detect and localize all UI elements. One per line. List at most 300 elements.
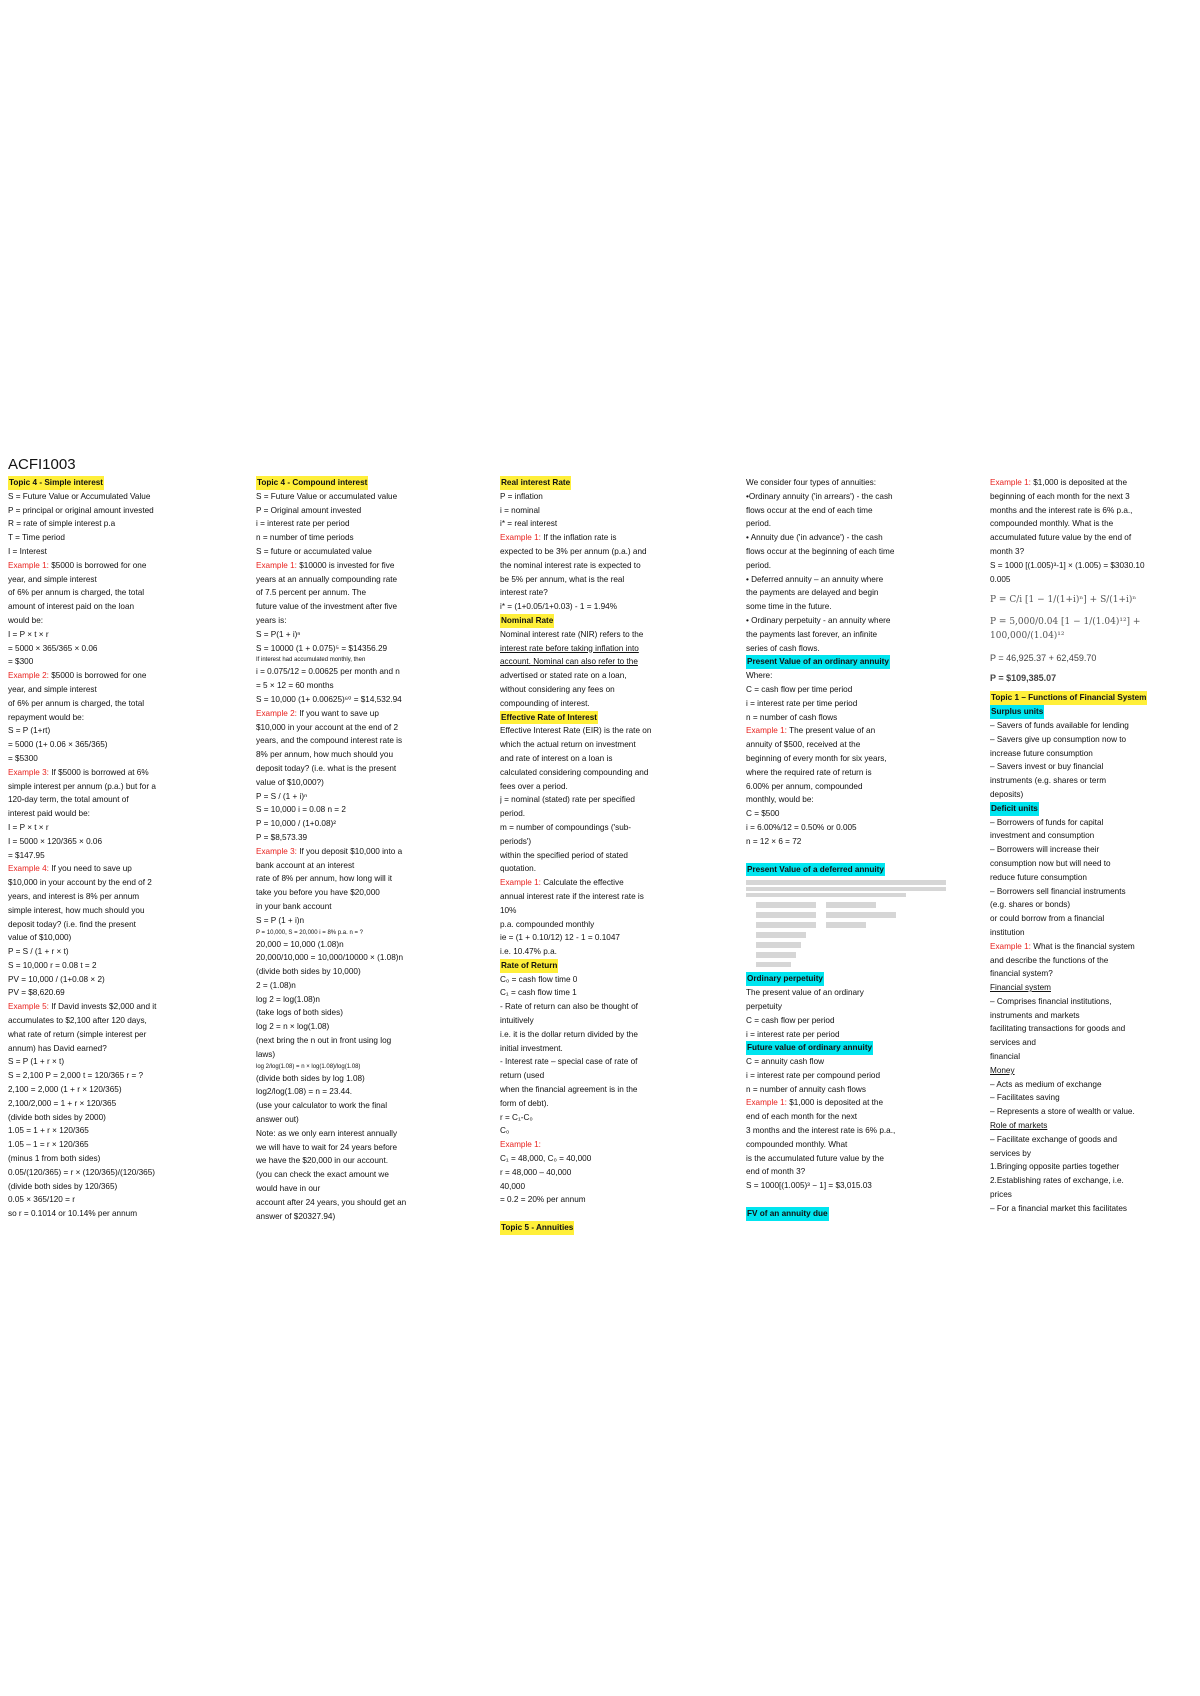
column-compound-interest <box>256 476 464 1223</box>
text-line <box>256 803 464 817</box>
line-text: P = Original amount invested <box>256 505 362 515</box>
line-text: = $147.95 <box>8 850 45 860</box>
line-text: 2 = (1.08)n <box>256 980 296 990</box>
text-line <box>256 531 464 545</box>
line-text: Financial system <box>990 983 1051 993</box>
text-line <box>8 973 216 987</box>
text-line <box>500 545 708 559</box>
text-line <box>500 697 708 711</box>
line-text: P = S / (1 + i)ⁿ <box>256 791 308 801</box>
line-text: S = P (1 + i)n <box>256 915 305 925</box>
text-line <box>256 1127 464 1141</box>
text-line <box>746 793 954 807</box>
text-line <box>500 1138 708 1152</box>
text-line <box>256 872 464 886</box>
line-text: is the accumulated future value by the <box>746 1153 884 1163</box>
text-line <box>8 1069 216 1083</box>
line-text: beginning of every month for six years, <box>746 753 887 763</box>
text-line <box>746 1096 954 1110</box>
line-text <box>8 671 146 680</box>
text-line <box>990 1160 1190 1174</box>
text-line <box>990 490 1190 504</box>
line-text: PV = $8,620.69 <box>8 988 65 998</box>
line-text: we will have to wait for 24 years before <box>256 1142 398 1152</box>
section-heading <box>500 711 708 725</box>
text-line <box>746 1138 954 1152</box>
text-line <box>746 1110 954 1124</box>
line-text: (use your calculator to work the final <box>256 1101 388 1111</box>
line-text: •Ordinary annuity ('in arrears') - the cash <box>746 491 893 501</box>
text-line <box>746 614 954 628</box>
line-text: calculated considering compounding and <box>500 767 649 777</box>
line-text: S = 1000[(1.005)³ − 1] = $3,015.03 <box>746 1181 872 1191</box>
line-text: 2,100 = 2,000 (1 + r × 120/365) <box>8 1085 122 1095</box>
text-line <box>256 665 464 679</box>
line-text: compounding of interest. <box>500 698 590 708</box>
text-line <box>500 586 708 600</box>
text-line <box>256 951 464 965</box>
line-text: so r = 0.1014 or 10.14% per annum <box>8 1209 138 1219</box>
line-text: i* = (1+0.05/1+0.03) - 1 = 1.94% <box>500 602 617 612</box>
line-text: r = 48,000 – 40,000 <box>500 1167 572 1177</box>
text-line <box>500 1042 708 1056</box>
line-text: log 2 = log(1.08)n <box>256 994 320 1004</box>
line-text: years, and the compound interest rate is <box>256 736 403 746</box>
text-line <box>8 642 216 656</box>
line-text <box>500 533 617 542</box>
line-text: or could borrow from a financial <box>990 914 1105 924</box>
text-line <box>500 945 708 959</box>
line-text: (divide both sides by 10,000) <box>256 967 361 977</box>
line-text: (you can check the exact amount we <box>256 1170 389 1180</box>
line-text: instruments and markets <box>990 1010 1080 1020</box>
section-heading <box>500 1221 708 1235</box>
line-text <box>746 726 875 735</box>
text-line <box>256 790 464 804</box>
text-line <box>746 476 954 490</box>
line-text: Note: as we only earn interest annually <box>256 1128 398 1138</box>
line-text: Effective Interest Rate (EIR) is the rate on <box>500 726 652 736</box>
line-text: return (used <box>500 1071 545 1081</box>
line-text: S = 1000 [(1.005)³-1] × (1.005) = $3030.10 <box>990 560 1145 570</box>
text-line <box>500 504 708 518</box>
text-line <box>8 1042 216 1056</box>
line-text: deposits) <box>990 789 1024 799</box>
text-line <box>746 766 954 780</box>
line-text <box>256 561 394 570</box>
text-line <box>746 986 954 1000</box>
line-text: FV of an annuity due <box>746 1207 829 1221</box>
section-heading <box>746 863 954 877</box>
line-text: answer of $20327.94) <box>256 1211 336 1221</box>
example-text: $1,000 is deposited at the <box>1030 478 1128 487</box>
line-text: fees over a period. <box>500 781 568 791</box>
text-line <box>990 898 1190 912</box>
line-text: 8% per annum, how much should you <box>256 750 393 760</box>
line-text: accumulated future value by the end of <box>990 533 1132 543</box>
line-text: financial system? <box>990 969 1053 979</box>
text-line <box>990 1105 1190 1119</box>
text-line <box>8 1014 216 1028</box>
text-line <box>8 890 216 904</box>
text-line <box>8 628 216 642</box>
text-line <box>990 1064 1190 1078</box>
text-line <box>500 862 708 876</box>
text-line <box>8 1111 216 1125</box>
line-text: take you before you have $20,000 <box>256 888 380 898</box>
text-line <box>990 1022 1190 1036</box>
line-text: future value of the investment after five <box>256 602 398 612</box>
text-line <box>746 586 954 600</box>
line-text: C₁ = 48,000, C₀ = 40,000 <box>500 1154 592 1164</box>
text-line <box>500 1193 708 1207</box>
example-label: Example 1: <box>500 878 541 888</box>
line-text: end of each month for the next <box>746 1112 858 1122</box>
line-text: the payments are delayed and begin <box>746 588 879 598</box>
text-line <box>990 843 1190 857</box>
line-text: p.a. compounded monthly <box>500 919 595 929</box>
text-line <box>8 986 216 1000</box>
text-line <box>256 559 464 573</box>
text-line <box>8 793 216 807</box>
line-text: which the actual return on investment <box>500 740 636 750</box>
column-simple-interest <box>8 476 216 1221</box>
line-text: (take logs of both sides) <box>256 1008 343 1018</box>
text-line <box>8 1055 216 1069</box>
line-text: Ordinary perpetuity <box>746 972 824 986</box>
example-label: Example 1: <box>746 726 787 736</box>
annuity-formula-block <box>990 594 1190 685</box>
text-line <box>500 628 708 642</box>
line-text: n = number of annuity cash flows <box>746 1084 866 1094</box>
text-line <box>8 517 216 531</box>
line-text: would have in our <box>256 1184 321 1194</box>
line-text: flows occur at the beginning of each time <box>746 546 895 556</box>
line-text: Nominal Rate <box>500 614 554 628</box>
text-line <box>8 1028 216 1042</box>
line-text: - Rate of return can also be thought of <box>500 1002 638 1012</box>
line-text: laws) <box>256 1049 276 1059</box>
line-text: - Interest rate – special case of rate of <box>500 1057 638 1067</box>
line-text: C₀ = cash flow time 0 <box>500 974 578 984</box>
example-text: Calculate the effective <box>540 878 624 888</box>
text-line <box>8 531 216 545</box>
document-title: ACFI1003 <box>8 456 76 473</box>
line-text: reduce future consumption <box>990 872 1087 882</box>
text-line <box>8 752 216 766</box>
line-text: S = P(1 + i)ⁿ <box>256 629 301 639</box>
example-label: Example 1: <box>500 533 541 543</box>
line-text: end of month 3? <box>746 1167 806 1177</box>
line-text: Topic 4 - Simple interest <box>8 476 104 490</box>
example-label: Example 1: <box>990 941 1031 951</box>
example-text: If you need to save up <box>48 864 132 874</box>
line-text: n = 12 × 6 = 72 <box>746 836 802 846</box>
text-line <box>8 1166 216 1180</box>
line-text: – Borrowers of funds for capital <box>990 817 1104 827</box>
line-text: amount of interest paid on the loan <box>8 602 135 612</box>
text-line <box>256 1062 464 1072</box>
text-line <box>256 517 464 531</box>
example-label: Example 1: <box>256 560 297 570</box>
line-text: i = interest rate per compound period <box>746 1070 881 1080</box>
line-text: months and the interest rate is 6% p.a., <box>990 505 1133 515</box>
text-line <box>500 876 708 890</box>
line-text: and describe the functions of the <box>990 955 1109 965</box>
text-line <box>256 748 464 762</box>
text-line <box>8 1097 216 1111</box>
line-text: T = Time period <box>8 533 65 543</box>
text-line <box>500 766 708 780</box>
text-line <box>8 697 216 711</box>
text-line <box>990 573 1190 587</box>
text-line <box>8 724 216 738</box>
line-text <box>990 942 1135 951</box>
text-line <box>500 738 708 752</box>
line-text: 10% <box>500 905 517 915</box>
text-line <box>256 1182 464 1196</box>
text-line <box>256 614 464 628</box>
line-text: period. <box>500 809 526 819</box>
text-line <box>746 1193 954 1207</box>
text-line <box>746 711 954 725</box>
text-line <box>746 600 954 614</box>
line-text: year, and simple interest <box>8 684 97 694</box>
line-text: = 0.2 = 20% per annum <box>500 1195 586 1205</box>
text-line <box>256 655 464 665</box>
line-text: years at an annually compounding rate <box>256 574 398 584</box>
text-line <box>500 1028 708 1042</box>
text-line <box>990 829 1190 843</box>
text-line <box>990 940 1190 954</box>
text-line <box>8 1207 216 1221</box>
example-label: Example 3: <box>8 767 49 777</box>
text-line <box>8 1000 216 1014</box>
line-text: prices <box>990 1190 1012 1200</box>
text-line <box>8 655 216 669</box>
text-line <box>746 780 954 794</box>
line-text: interest rate before taking inflation into <box>500 643 639 653</box>
line-text: – For a financial market this facilitates <box>990 1203 1127 1213</box>
line-text: (divide both sides by log 1.08) <box>256 1073 365 1083</box>
line-text: n = number of time periods <box>256 533 354 543</box>
text-line <box>8 1138 216 1152</box>
line-text: I = Interest <box>8 546 47 556</box>
line-text: years, and interest is 8% per annum <box>8 891 140 901</box>
section-heading <box>746 655 954 669</box>
text-line <box>8 614 216 628</box>
text-line <box>500 793 708 807</box>
line-text: of 7.5 percent per annum. The <box>256 588 366 598</box>
line-text: periods') <box>500 836 532 846</box>
line-text: – Facilitate exchange of goods and <box>990 1134 1117 1144</box>
text-line <box>256 1020 464 1034</box>
text-line <box>500 807 708 821</box>
line-text: S = 10000 (1 + 0.075)⁵ = $14356.29 <box>256 643 388 653</box>
line-text: log2/log(1.08) = n = 23.44. <box>256 1087 353 1097</box>
text-line <box>8 738 216 752</box>
line-text: ie = (1 + 0.10/12) 12 - 1 = 0.1047 <box>500 933 620 943</box>
line-text <box>256 709 379 718</box>
line-text: deposit today? (i.e. what is the present <box>256 763 397 773</box>
line-text: (e.g. shares or bonds) <box>990 900 1071 910</box>
text-line <box>990 1078 1190 1092</box>
line-text: consumption now but will need to <box>990 858 1111 868</box>
text-line <box>746 628 954 642</box>
text-line <box>8 545 216 559</box>
text-line <box>8 766 216 780</box>
section-heading <box>746 972 954 986</box>
text-line <box>8 849 216 863</box>
line-text: monthly, would be: <box>746 795 814 805</box>
line-text: P = 10,000 / (1+0.08)² <box>256 819 336 829</box>
example-label: Example 1: <box>500 1140 541 1150</box>
line-text: – Comprises financial institutions, <box>990 996 1112 1006</box>
text-line <box>746 1028 954 1042</box>
line-text: flows occur at the end of each time <box>746 505 873 515</box>
text-line <box>500 669 708 683</box>
example-text: The present value of an <box>786 726 876 736</box>
line-text: be 5% per annum, what is the real <box>500 574 625 584</box>
line-text: C = cash flow per period <box>746 1015 835 1025</box>
line-text: C₁ = cash flow time 1 <box>500 988 577 998</box>
text-line <box>990 954 1190 968</box>
section-heading <box>990 802 1190 816</box>
example-text: $10000 is invested for five <box>296 560 395 570</box>
line-text: month 3? <box>990 546 1025 556</box>
line-text: S = P (1 + r × t) <box>8 1057 65 1067</box>
line-text: log 2/log(1.08) = n × log(1.08)/log(1.08) <box>256 1063 361 1070</box>
line-text: = 5 × 12 = 60 months <box>256 681 334 691</box>
example-text: $1,000 is deposited at the <box>786 1098 884 1108</box>
text-line <box>746 504 954 518</box>
line-text: P = 10,000, S = 20,000 i = 8% p.a. n = ? <box>256 929 363 936</box>
line-text: – Represents a store of wealth or value. <box>990 1107 1135 1117</box>
text-line <box>990 885 1190 899</box>
text-line <box>8 918 216 932</box>
line-text: without considering any fees on <box>500 684 615 694</box>
line-text: 0.05/(120/365) = r × (120/365)/(120/365) <box>8 1167 156 1177</box>
text-line <box>8 1083 216 1097</box>
line-text: financial <box>990 1052 1021 1062</box>
text-line <box>990 1174 1190 1188</box>
section-heading <box>746 1207 954 1221</box>
text-line <box>256 1034 464 1048</box>
line-text: S = 2,100 P = 2,000 t = 120/365 r = ? <box>8 1071 144 1081</box>
text-line <box>8 862 216 876</box>
line-text: log 2 = n × log(1.08) <box>256 1022 330 1032</box>
text-line <box>500 531 708 545</box>
text-line <box>990 1188 1190 1202</box>
text-line <box>8 490 216 504</box>
text-line <box>500 890 708 904</box>
text-line <box>746 849 954 863</box>
line-text: 2,100/2,000 = 1 + r × 120/365 <box>8 1098 117 1108</box>
line-text: compounded monthly. What <box>746 1139 848 1149</box>
line-text: – Facilitates saving <box>990 1093 1060 1103</box>
line-text: S = 10,000 i = 0.08 n = 2 <box>256 805 346 815</box>
text-line <box>990 1036 1190 1050</box>
text-line <box>256 762 464 776</box>
line-text: 3 months and the interest rate is 6% p.a., <box>746 1126 896 1136</box>
line-text: (divide both sides by 120/365) <box>8 1181 118 1191</box>
section-heading <box>990 705 1190 719</box>
text-line <box>256 1006 464 1020</box>
text-line <box>746 752 954 766</box>
text-line <box>8 959 216 973</box>
text-line <box>746 821 954 835</box>
line-text: S = Future Value or accumulated value <box>256 491 398 501</box>
text-line <box>746 545 954 559</box>
text-line <box>990 926 1190 940</box>
line-text: j = nominal (stated) rate per specified <box>500 795 635 805</box>
line-text: i = interest rate per period <box>746 1029 840 1039</box>
text-line <box>746 1165 954 1179</box>
example-text: What is the financial system <box>1030 941 1135 951</box>
text-line <box>256 679 464 693</box>
line-text: m = number of compoundings ('sub- <box>500 822 632 832</box>
text-line <box>500 835 708 849</box>
line-text: value of $10,000?) <box>256 777 324 787</box>
line-text: i* = real interest <box>500 519 558 529</box>
line-text <box>746 1098 883 1107</box>
line-text: I = 5000 × 120/365 × 0.06 <box>8 836 103 846</box>
text-line <box>990 857 1190 871</box>
example-label: Example 1: <box>8 560 49 570</box>
text-line <box>746 1069 954 1083</box>
text-line <box>990 747 1190 761</box>
text-line <box>8 780 216 794</box>
text-line <box>746 1152 954 1166</box>
line-text <box>500 1209 502 1218</box>
text-line <box>500 573 708 587</box>
line-text: answer out) <box>256 1115 299 1125</box>
line-text: (next bring the n out in front using log <box>256 1036 392 1046</box>
line-text: what rate of return (simple interest per <box>8 1029 147 1039</box>
text-line <box>256 928 464 938</box>
text-line <box>256 1113 464 1127</box>
text-line <box>256 586 464 600</box>
text-line <box>256 1048 464 1062</box>
line-text: $10,000 in your account by the end of 2 <box>8 878 152 888</box>
text-line <box>500 1000 708 1014</box>
text-line <box>256 1196 464 1210</box>
line-text: = $300 <box>8 657 34 667</box>
line-text <box>256 847 402 856</box>
text-line <box>500 780 708 794</box>
line-text: repayment would be: <box>8 712 85 722</box>
line-text: form of debt). <box>500 1098 549 1108</box>
text-line <box>500 1069 708 1083</box>
text-line <box>8 669 216 683</box>
text-line <box>746 1014 954 1028</box>
line-text: where the required rate of return is <box>746 767 872 777</box>
text-line <box>256 642 464 656</box>
text-line <box>256 545 464 559</box>
text-line <box>8 711 216 725</box>
text-line <box>8 904 216 918</box>
line-text: institution <box>990 927 1025 937</box>
text-line <box>500 1152 708 1166</box>
text-line <box>500 655 708 669</box>
text-line <box>500 1014 708 1028</box>
column-real-interest-rate <box>500 476 708 1235</box>
example-label: Example 4: <box>8 864 49 874</box>
line-text <box>500 878 624 887</box>
line-text: 1.05 – 1 = r × 120/365 <box>8 1140 89 1150</box>
line-text: – Savers of funds available for lending <box>990 720 1129 730</box>
line-text: • Deferred annuity – an annuity where <box>746 574 884 584</box>
